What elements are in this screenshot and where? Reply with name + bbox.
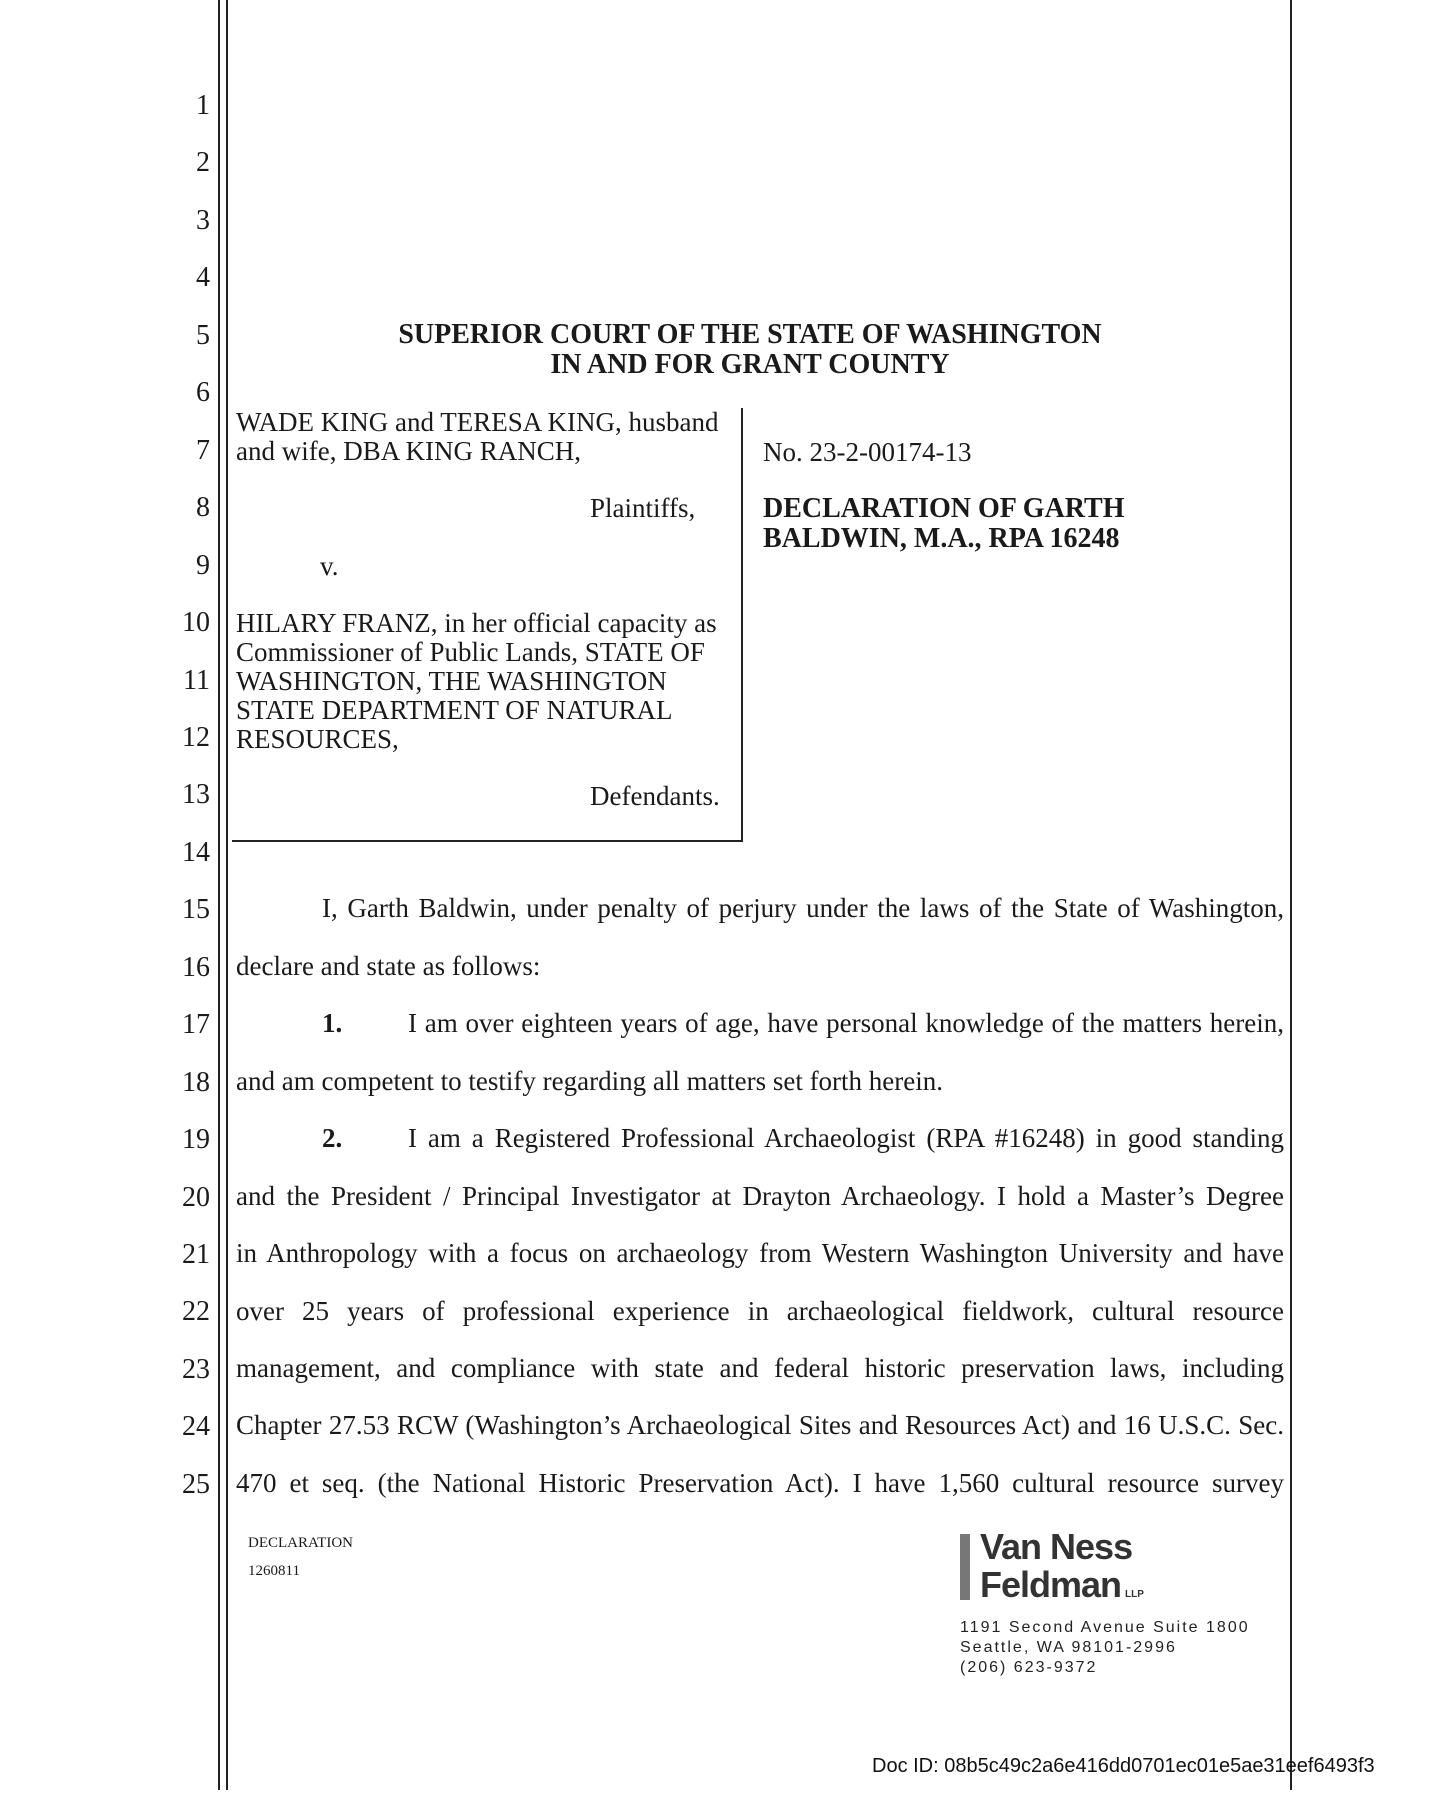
defendants-line2: Commissioner of Public Lands, STATE OF — [236, 637, 705, 667]
case-number: No. 23-2-00174-13 — [763, 437, 972, 467]
footer-doc-number: 1260811 — [248, 1563, 300, 1579]
line-number: 25 — [182, 1468, 210, 1500]
body-line-15 — [236, 892, 1284, 924]
firm-logo-bar — [960, 1534, 970, 1600]
line-number: 17 — [182, 1009, 210, 1041]
declaration-title-line1: DECLARATION OF GARTH — [763, 493, 1125, 524]
paragraph-1-line1-text: I am over eighteen years of age, have personal knowledge of the matters herein, — [408, 1008, 1284, 1038]
firm-phone: (206) 623-9372 — [960, 1659, 1098, 1676]
line-number: 16 — [182, 951, 210, 983]
line-number: 24 — [182, 1411, 210, 1443]
paragraph-2-line6: Chapter 27.53 RCW (Washington’s Archaeological Sites and Resources Act) and 16 U.S.C. Sec. — [236, 1410, 1284, 1440]
line-number: 21 — [182, 1239, 210, 1270]
line-number: 6 — [196, 377, 210, 409]
declaration-title-line2: BALDWIN, M.A., RPA 16248 — [763, 523, 1120, 554]
defendants-line4: STATE DEPARTMENT OF NATURAL — [236, 695, 673, 725]
line-number: 3 — [196, 204, 210, 236]
doc-id: Doc ID: 08b5c49c2a6e416dd0701ec01e5ae31eef6493f3 — [872, 1755, 1375, 1777]
defendants-block — [236, 609, 717, 754]
line-number: 5 — [196, 319, 210, 351]
defendants-line1: HILARY FRANZ, in her official capacity as — [236, 608, 717, 638]
line-number: 20 — [182, 1181, 210, 1213]
paragraph-1-number: 1. — [322, 1008, 343, 1038]
paragraph-2-line3: in Anthropology with a focus on archaeology from Western Washington University and have — [236, 1238, 1284, 1268]
line-number: 7 — [196, 434, 210, 466]
line-number: 10 — [182, 607, 210, 639]
firm-address-line1: 1191 Second Avenue Suite 1800 — [960, 1619, 1250, 1636]
defendants-line5: RESOURCES, — [236, 724, 399, 754]
right-margin-rule — [1290, 0, 1292, 1790]
paragraph-1-line1 — [236, 1007, 1284, 1039]
line-number: 14 — [182, 836, 210, 868]
firm-address — [960, 1618, 1250, 1678]
line-number: 15 — [182, 894, 210, 926]
firm-logo-llp: LLP — [1125, 1589, 1144, 1600]
line-number: 22 — [182, 1296, 210, 1328]
line-number: 12 — [182, 721, 210, 753]
plaintiffs-label: Plaintiffs, — [590, 493, 696, 523]
firm-address-line2: Seattle, WA 98101-2996 — [960, 1639, 1177, 1656]
declaration-title — [763, 494, 1124, 554]
paragraph-1-line2: and am competent to testify regarding all matters set forth herein. — [236, 1066, 944, 1096]
plaintiffs-line1: WADE KING and TERESA KING, husband — [236, 407, 719, 437]
line-number: 19 — [182, 1124, 210, 1156]
paragraph-2-line7: 470 et seq. (the National Historic Preservation Act). I have 1,560 cultural resource survey — [236, 1468, 1284, 1498]
versus-label: v. — [320, 551, 339, 581]
defendants-label: Defendants. — [590, 781, 720, 811]
court-heading-line1: SUPERIOR COURT OF THE STATE OF WASHINGTON — [398, 319, 1102, 350]
paragraph-2-line5: management, and compliance with state and federal historic preservation laws, including — [236, 1353, 1284, 1383]
left-margin-rule-inner — [226, 0, 228, 1790]
body-line-15-text: I, Garth Baldwin, under penalty of perjury under the laws of the State of Washington, — [322, 893, 1284, 923]
line-number: 9 — [196, 549, 210, 581]
plaintiffs-block — [236, 408, 718, 466]
court-heading — [330, 320, 1170, 380]
paragraph-2-line1-text: I am a Registered Professional Archaeologist (RPA #16248) in good standing — [408, 1123, 1284, 1153]
line-number: 8 — [196, 492, 210, 524]
body-line-16: declare and state as follows: — [236, 951, 541, 981]
footer-doc-label: DECLARATION — [248, 1535, 353, 1551]
line-number: 18 — [182, 1066, 210, 1098]
plaintiffs-line2: and wife, DBA KING RANCH, — [236, 436, 581, 466]
line-number: 2 — [196, 147, 210, 179]
line-number: 13 — [182, 779, 210, 811]
left-margin-rule-outer — [218, 0, 220, 1790]
paragraph-2-line2: and the President / Principal Investigator at Drayton Archaeology. I hold a Master’s Degree — [236, 1181, 1284, 1211]
defendants-line3: WASHINGTON, THE WASHINGTON — [236, 666, 667, 696]
line-number: 23 — [182, 1353, 210, 1385]
paragraph-2-line4: over 25 years of professional experience in archaeological fieldwork, cultural resource — [236, 1296, 1284, 1326]
firm-logo-line2 — [980, 1566, 1144, 1614]
paragraph-2-line1 — [236, 1122, 1284, 1154]
firm-logo-name: Feldman — [980, 1564, 1122, 1605]
caption-box-right-border — [741, 408, 743, 840]
caption-box-bottom-border — [232, 840, 743, 842]
firm-logo-line1: Van Ness — [980, 1526, 1133, 1567]
line-number: 11 — [183, 664, 210, 696]
paragraph-2-number: 2. — [322, 1123, 343, 1153]
court-heading-line2: IN AND FOR GRANT COUNTY — [550, 349, 950, 380]
line-number: 1 — [196, 90, 210, 121]
line-number: 4 — [196, 262, 210, 294]
